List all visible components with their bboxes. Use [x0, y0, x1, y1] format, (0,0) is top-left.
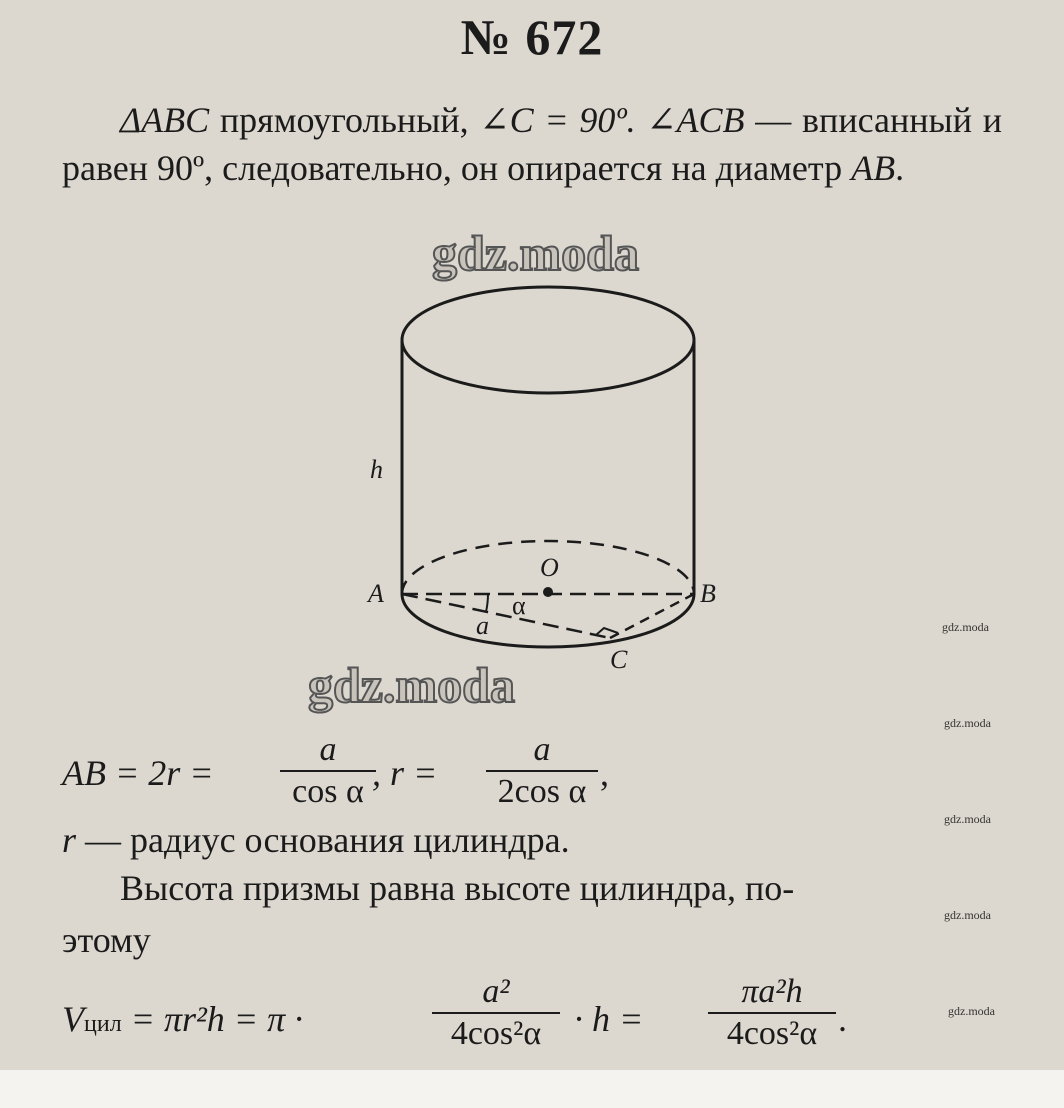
paragraph-1-text-c: .	[895, 148, 905, 188]
volume-subscript: цил	[84, 1011, 122, 1037]
formula-1-lhs	[62, 752, 214, 794]
right-angle-mark	[596, 628, 618, 635]
watermark-small-5: gdz.moda	[948, 1004, 995, 1018]
formula-2-eq1: = πr²h = π ·	[121, 999, 304, 1039]
frac-3-denominator: 4cos²α	[450, 1015, 542, 1052]
volume-symbol: V	[62, 999, 84, 1039]
frac-4-numerator: πa²h	[741, 973, 803, 1010]
paragraph-2-line-1: Высота призмы равна высоте цилиндра, по-	[120, 868, 795, 908]
frac-1-numerator: a	[319, 731, 337, 768]
frac-2-numerator: a	[533, 731, 551, 768]
label-a-point: A	[368, 579, 384, 608]
bottom-ellipse-front	[402, 594, 694, 647]
label-a-side: a	[476, 611, 489, 640]
watermark-small-4: gdz.moda	[944, 908, 991, 922]
frac-4-denominator: 4cos²α	[726, 1015, 818, 1052]
formula-2-mid-text: · h =	[574, 999, 644, 1039]
watermark-small-2: gdz.moda	[944, 716, 991, 730]
label-h: h	[370, 455, 383, 484]
label-alpha: α	[512, 591, 526, 620]
formula-2-end: .	[838, 999, 847, 1039]
paragraph-2-line-2: этому	[62, 920, 151, 960]
formula-2-frac-2	[708, 972, 836, 1054]
formula-2-mid	[574, 998, 643, 1040]
watermark-big-top: gdz.moda	[432, 225, 639, 281]
formula-1-mid	[372, 752, 437, 794]
label-b: B	[700, 579, 716, 608]
angle-c: ∠C = 90º. ∠ACB	[479, 100, 745, 140]
chord-ac	[402, 594, 610, 638]
watermark-small-1: gdz.moda	[942, 620, 989, 634]
formula-1-end: ,	[600, 753, 609, 793]
radius-text: — радиус основания цилиндра.	[76, 820, 570, 860]
formula-2-lhs	[62, 998, 303, 1040]
formula-1-frac-1	[280, 730, 376, 812]
radius-line	[62, 816, 1002, 864]
formula-1-frac-2	[486, 730, 598, 812]
radius-symbol: r	[62, 820, 77, 860]
paragraph-1-text-b: — вписанный и равен 90º, следовательно, он опирается на диаметр	[62, 100, 1002, 188]
diameter-ab: AB	[851, 148, 896, 188]
watermark-small-3: gdz.moda	[944, 812, 991, 826]
problem-title: № 672	[460, 9, 604, 65]
triangle-abc: ΔABC	[120, 100, 210, 140]
formula-1-mid-text: , r =	[372, 753, 438, 793]
frac-2-denominator: 2cos α	[497, 773, 587, 810]
angle-alpha-arc	[486, 594, 488, 612]
top-ellipse	[402, 287, 694, 393]
watermark-big-bottom: gdz.moda	[308, 657, 515, 713]
formula-2-frac-1	[432, 972, 560, 1054]
frac-3-numerator: a²	[482, 973, 510, 1010]
label-c: C	[610, 645, 628, 674]
label-o: O	[540, 553, 559, 582]
formula-1-lhs-text: AB = 2r =	[62, 753, 214, 793]
frac-1-denominator: cos α	[292, 773, 364, 810]
center-o-dot	[543, 587, 553, 597]
paragraph-1-text-a: прямоугольный,	[209, 100, 480, 140]
